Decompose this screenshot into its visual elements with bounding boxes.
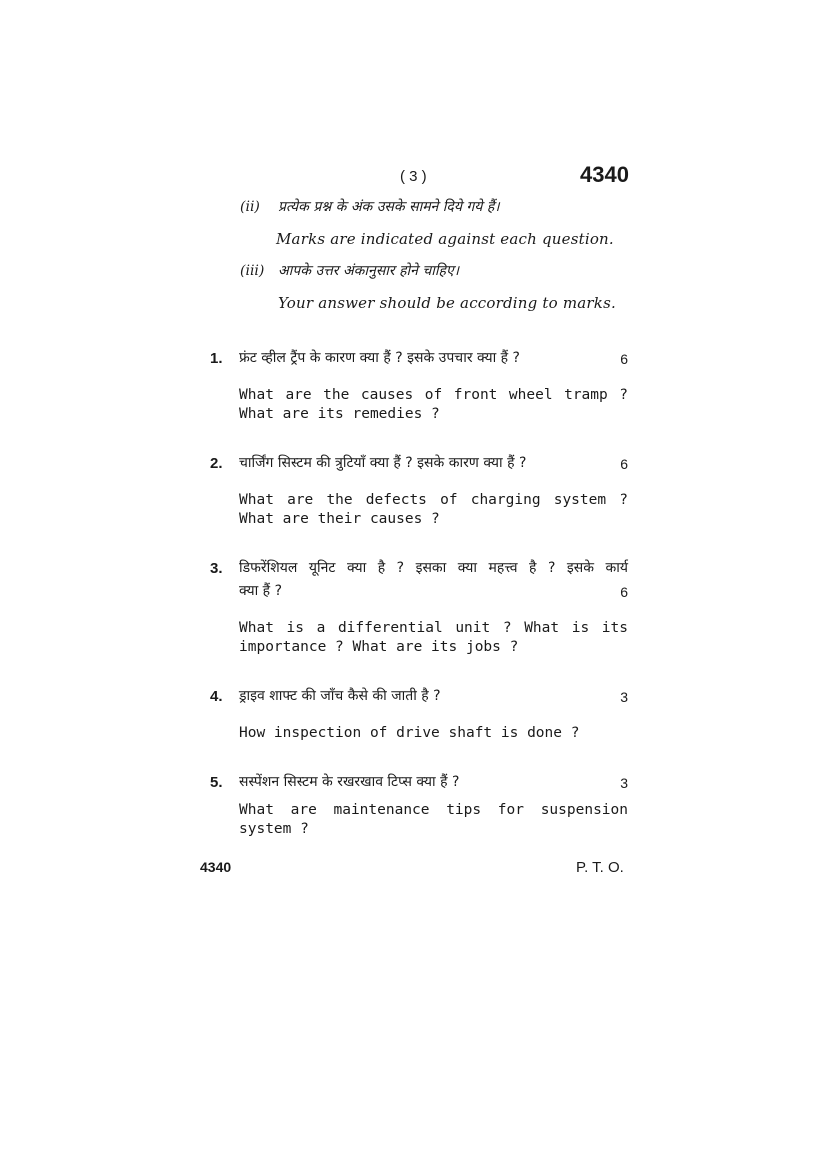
question-english: How inspection of drive shaft is done ? [239, 725, 580, 741]
question-marks: 6 [620, 351, 628, 367]
question-hindi: ड्राइव शाफ्ट की जाँच कैसे की जाती है ? [239, 688, 441, 704]
paper-code: 4340 [580, 162, 629, 187]
question-marks: 3 [620, 775, 628, 791]
footer-paper-code: 4340 [200, 859, 232, 875]
question-hindi: डिफरेंशियल यूनिट क्या है ? इसका क्या महत्त्व है ? इसके कार्य [239, 560, 628, 576]
question-number: 5. [210, 774, 223, 791]
question-marks: 3 [620, 689, 628, 705]
question-number: 4. [210, 688, 223, 705]
question-hindi: सस्पेंशन सिस्टम के रखरखाव टिप्स क्या हैं ? [239, 774, 460, 790]
question-english: What are maintenance tips for suspension system ? [239, 802, 628, 837]
question-hindi: चार्जिंग सिस्टम की त्रुटियाँ क्या हैं ? इसके कारण क्या हैं ? [239, 455, 527, 471]
question-hindi-continued: क्या हैं ? [239, 583, 283, 599]
question-marks: 6 [620, 584, 628, 600]
page-number: ( 3 ) [400, 168, 427, 185]
question-marks: 6 [620, 456, 628, 472]
question-number: 2. [210, 455, 223, 472]
question-hindi: फ्रंट व्हील ट्रैंप के कारण क्या हैं ? इसके उपचार क्या हैं ? [239, 350, 520, 366]
instruction-english: Marks are indicated against each question. [276, 230, 614, 248]
instruction-english: Your answer should be according to marks. [278, 294, 616, 312]
footer-pto: P. T. O. [576, 859, 624, 876]
question-number: 3. [210, 560, 223, 577]
question-english: What is a differential unit ? What is its importance ? What are its jobs ? [239, 620, 628, 655]
question-english: What are the defects of charging system ? What are their causes ? [239, 492, 628, 527]
question-number: 1. [210, 350, 223, 367]
instruction-number: (iii) [240, 263, 265, 279]
instruction-number: (ii) [240, 199, 260, 215]
question-english: What are the causes of front wheel tramp ? What are its remedies ? [239, 387, 628, 422]
instruction-hindi: प्रत्येक प्रश्न के अंक उसके सामने दिये गये हैं। [278, 199, 500, 215]
instruction-hindi: आपके उत्तर अंकानुसार होने चाहिए। [278, 263, 459, 279]
